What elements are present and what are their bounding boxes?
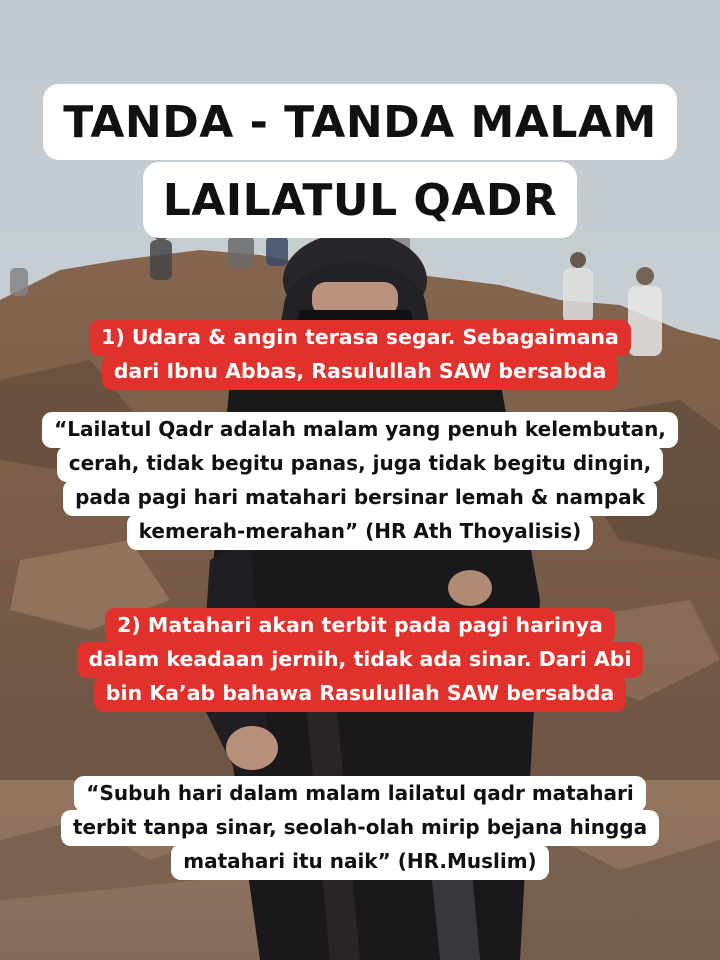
- quote-2-line-3: matahari itu naik” (HR.Muslim): [171, 844, 548, 880]
- quote-2-line-1: “Subuh hari dalam malam lailatul qadr matahari: [74, 776, 645, 812]
- point-2-callout: [0, 608, 720, 712]
- quote-2-callout: [0, 776, 720, 880]
- quote-1-callout: [0, 412, 720, 550]
- point-1-callout: [0, 320, 720, 390]
- quote-1-line-4: kemerah-merahan” (HR Ath Thoyalisis): [127, 514, 594, 550]
- quote-1-line-1: “Lailatul Qadr adalah malam yang penuh kelembutan,: [42, 412, 678, 448]
- quote-1-line-2: cerah, tidak begitu panas, juga tidak begitu dingin,: [57, 446, 664, 482]
- point-2-line-2: dalam keadaan jernih, tidak ada sinar. Dari Abi: [77, 642, 644, 678]
- title-block: [0, 84, 720, 246]
- title-line-2: LAILATUL QADR: [143, 162, 578, 238]
- quote-2-line-2: terbit tanpa sinar, seolah-olah mirip bejana hingga: [61, 810, 659, 846]
- quote-1-line-3: pada pagi hari matahari bersinar lemah & nampak: [63, 480, 657, 516]
- point-2-line-1: 2) Matahari akan terbit pada pagi harinya: [105, 608, 615, 644]
- point-1-line-1: 1) Udara & angin terasa segar. Sebagaimana: [89, 320, 631, 356]
- point-1-line-2: dari Ibnu Abbas, Rasulullah SAW bersabda: [102, 354, 619, 390]
- point-2-line-3: bin Ka’ab bahawa Rasulullah SAW bersabda: [94, 676, 626, 712]
- title-line-1: TANDA - TANDA MALAM: [43, 84, 677, 160]
